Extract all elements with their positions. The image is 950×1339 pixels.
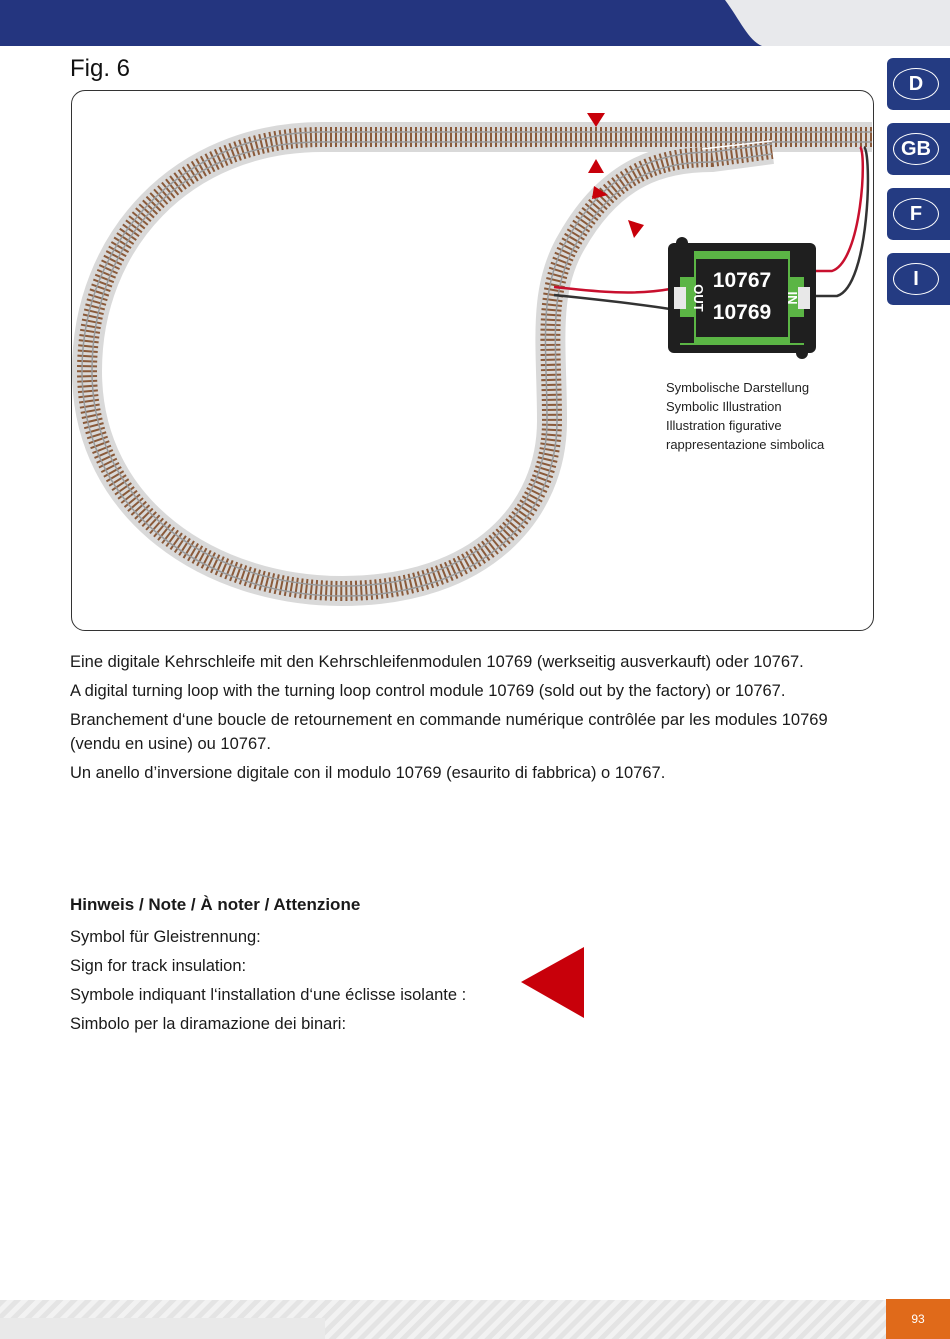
- figure-description: [70, 650, 880, 790]
- figure-title: Fig. 6: [70, 55, 131, 82]
- tab-language-i[interactable]: [887, 253, 950, 305]
- red-triangle-left-icon: [520, 946, 586, 1020]
- note-section: [70, 895, 530, 1039]
- tab-language-f[interactable]: [887, 188, 950, 240]
- description-en: A digital turning loop with the turning loop control module 10769 (sold out by the factory) or 10767.: [70, 682, 786, 700]
- track-rail-outer: [82, 132, 872, 596]
- insulation-marker-icon: [588, 159, 604, 173]
- note-line-it: Simbolo per la diramazione dei binari:: [70, 1015, 347, 1033]
- page-number: 93: [886, 1299, 950, 1339]
- tab-language-gb[interactable]: [887, 123, 950, 175]
- module-port-out: OUT: [691, 284, 706, 312]
- track-rail-inner: [92, 142, 872, 586]
- note-line-en: Sign for track insulation:: [70, 957, 247, 975]
- track-sleepers: [87, 137, 872, 591]
- module-number-1: 10767: [712, 269, 772, 292]
- tab-language-label: I: [893, 263, 939, 295]
- module-number-2: 10769: [712, 301, 772, 324]
- wire-red-right: [812, 147, 863, 271]
- tab-language-label: GB: [893, 133, 939, 165]
- description-it: Un anello d’inversione digitale con il modulo 10769 (esaurito di fabbrica) o 10767.: [70, 764, 666, 782]
- insulation-marker-icon: [628, 220, 644, 238]
- track-ballast: [87, 137, 872, 591]
- tab-language-label: D: [893, 68, 939, 100]
- wire-black-left: [554, 295, 670, 309]
- figure-diagram-box: [71, 90, 874, 631]
- wire-black-right: [812, 147, 868, 296]
- note-line-de: Symbol für Gleistrennung:: [70, 928, 261, 946]
- note-line-fr: Symbole indiquant l‘installation d‘une éclisse isolante :: [70, 986, 467, 1004]
- caption-line: Symbolic Illustration: [666, 399, 782, 414]
- caption-line: Illustration figurative: [666, 418, 782, 433]
- header-bar: [0, 0, 950, 46]
- caption-line: rappresentazione simbolica: [666, 437, 825, 452]
- loop-module-icon: [668, 237, 816, 359]
- description-fr: Branchement d‘une boucle de retournement en commande numérique contrôlée par les modules 10769 (vendu en usine) ou 10767.: [70, 711, 828, 753]
- caption-line: Symbolische Darstellung: [666, 380, 810, 395]
- tab-language-label: F: [893, 198, 939, 230]
- tab-language-d[interactable]: [887, 58, 950, 110]
- illustration-caption: [666, 378, 824, 454]
- track-diagram: [72, 91, 873, 630]
- wire-red-left: [554, 287, 670, 293]
- footer-stripe: [0, 1300, 950, 1339]
- note-heading: Hinweis / Note / À noter / Attenzione: [70, 895, 361, 914]
- module-port-in: IN: [785, 291, 800, 305]
- description-de: Eine digitale Kehrschleife mit den Kehrschleifenmodulen 10769 (werkseitig ausverkauft) oder 10767.: [70, 653, 804, 671]
